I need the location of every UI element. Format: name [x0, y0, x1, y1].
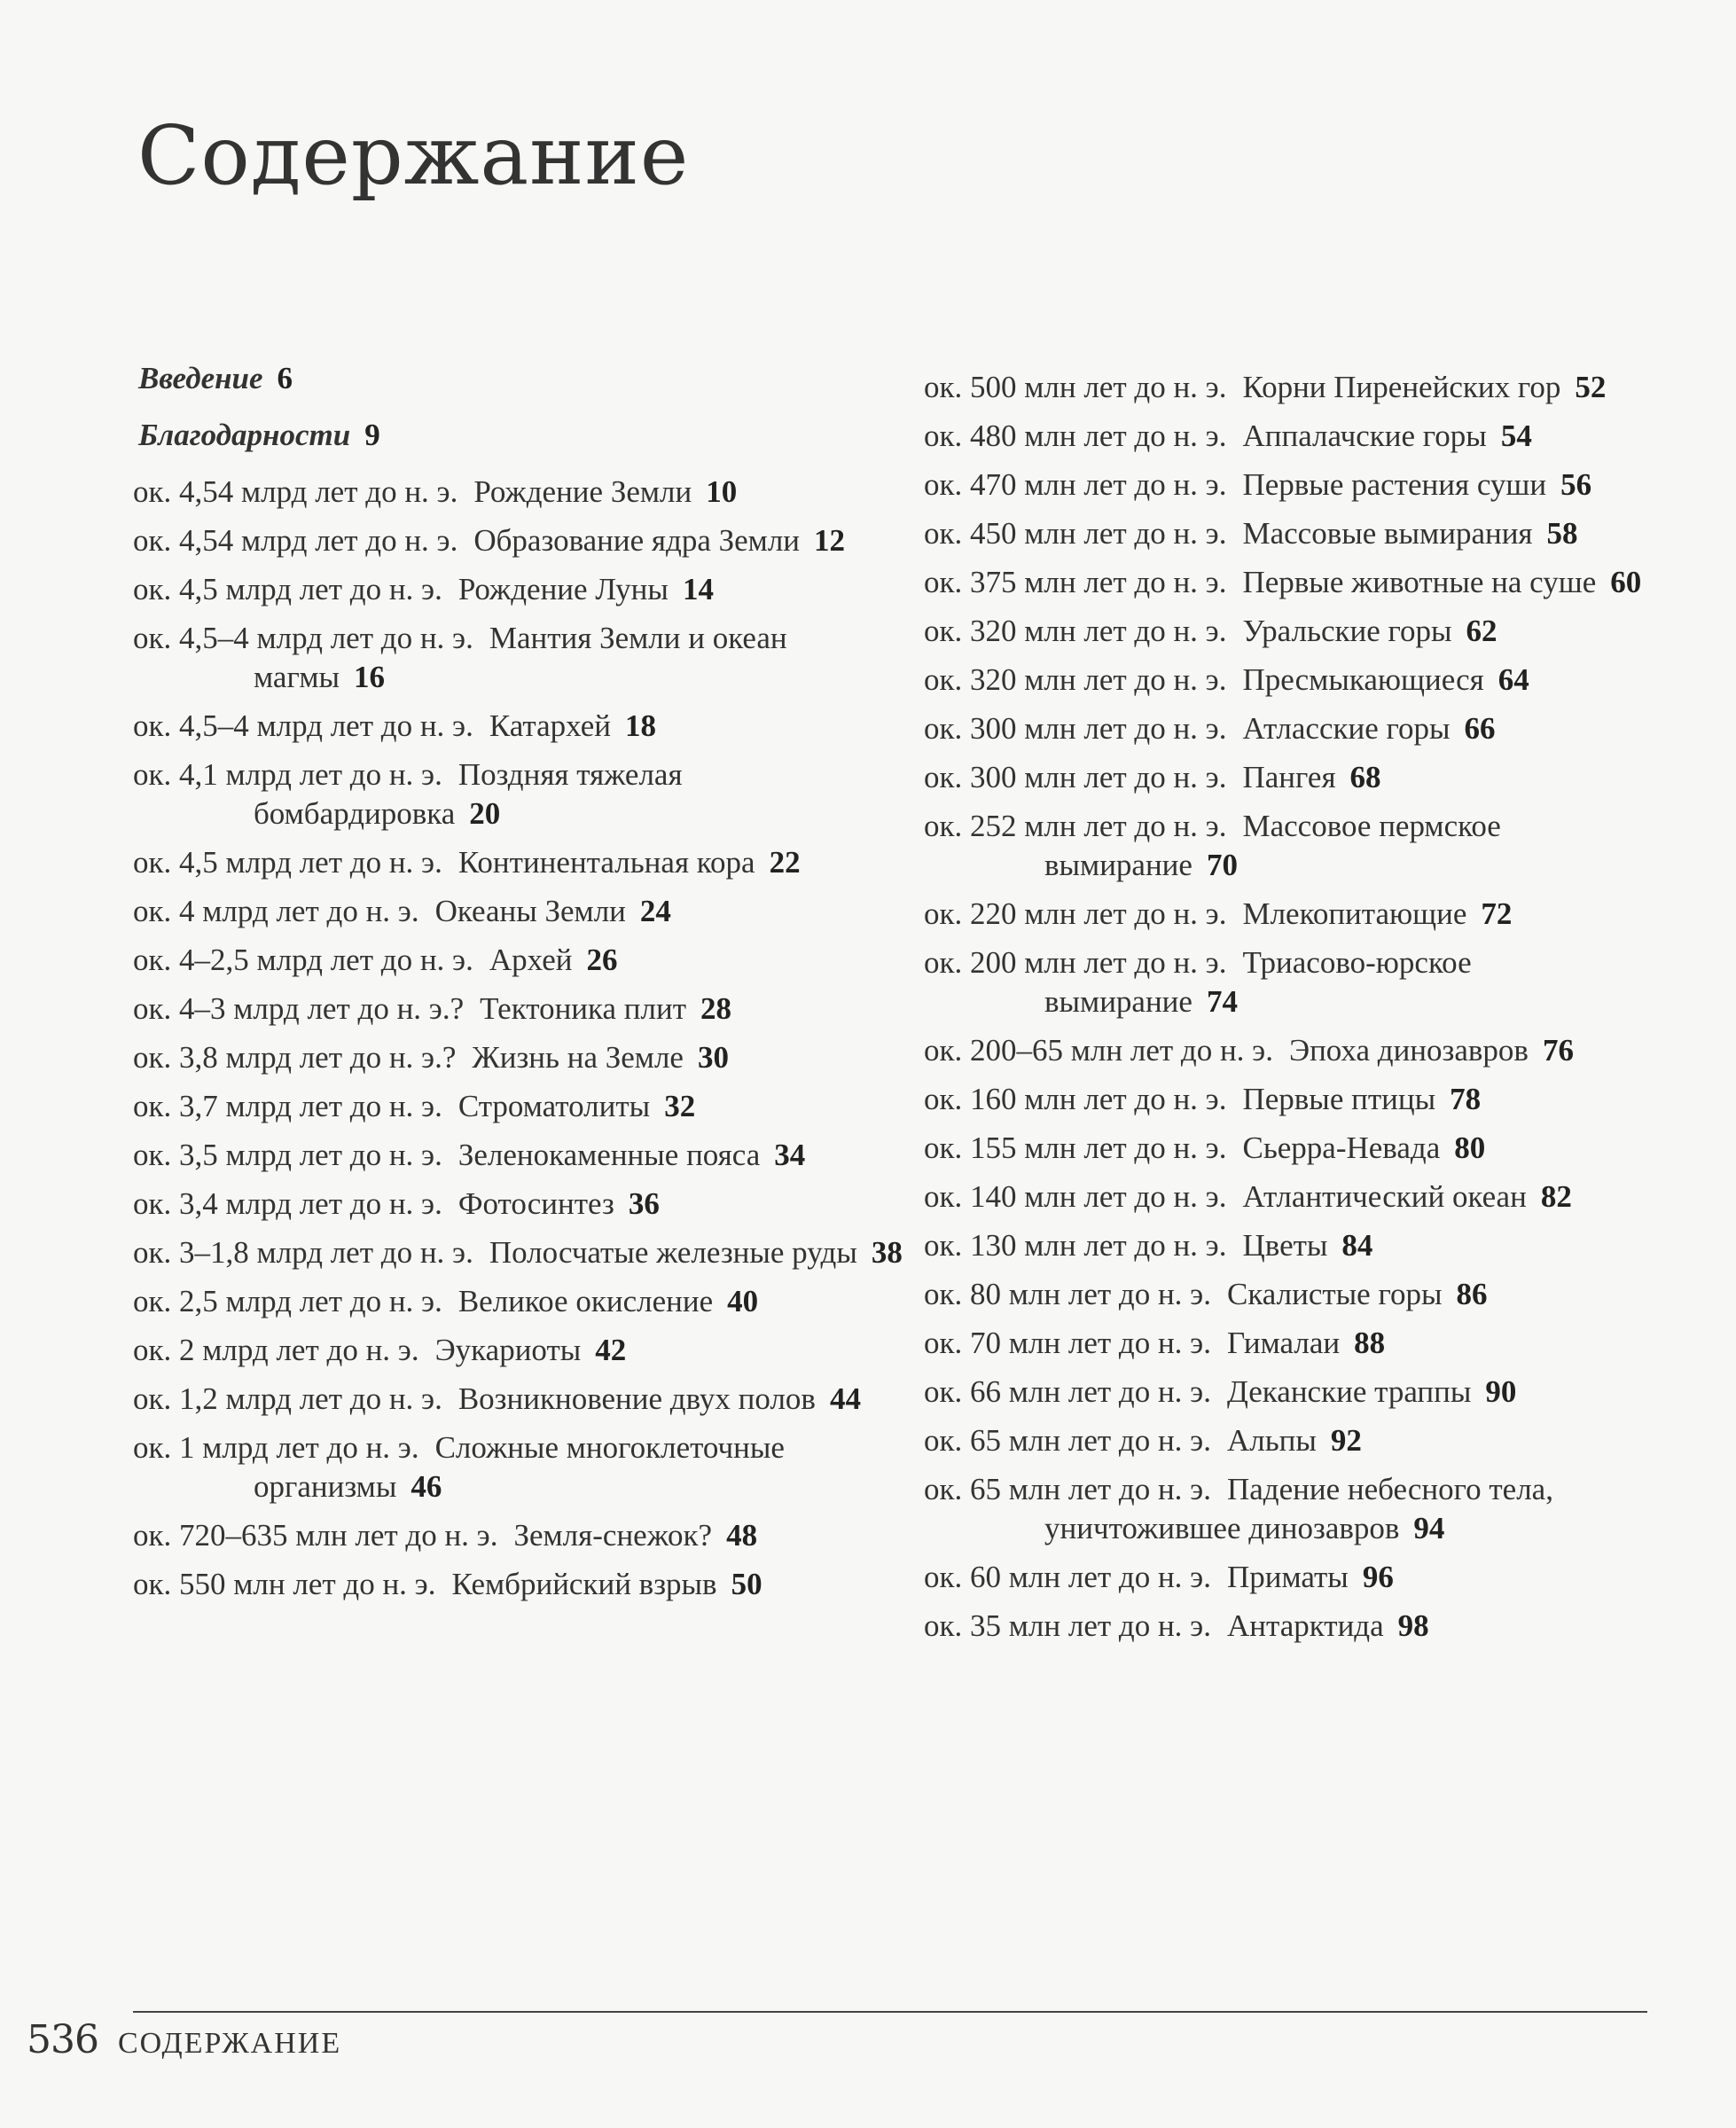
toc-page-number: 32 [664, 1089, 696, 1123]
toc-page-number: 76 [1542, 1033, 1574, 1068]
toc-page-number: 14 [682, 572, 714, 606]
toc-entry-date: ок. 3,7 млрд лет до н. э. [133, 1089, 442, 1123]
toc-entry-title: Цветы [1242, 1228, 1328, 1263]
toc-page-number: 72 [1481, 896, 1513, 931]
toc-entry-title: Жизнь на Земле [472, 1040, 684, 1075]
toc-page-number: 84 [1341, 1228, 1373, 1263]
toc-entry-date: ок. 300 млн лет до н. э. [924, 760, 1227, 794]
toc-page-number: 24 [639, 894, 671, 928]
toc-entry-title: Поздняя тяжелая бомбардировка [254, 757, 683, 831]
toc-intro-label: Благодарности [138, 418, 351, 452]
toc-page-number: 50 [731, 1567, 762, 1601]
toc-page-number: 78 [1450, 1082, 1482, 1116]
toc-entry[interactable] [924, 1177, 1669, 1217]
toc-entry-date: ок. 130 млн лет до н. э. [924, 1228, 1227, 1263]
toc-entry-title: Строматолиты [457, 1089, 651, 1123]
toc-entry-date: ок. 220 млн лет до н. э. [924, 896, 1227, 931]
toc-entry[interactable] [133, 1185, 904, 1224]
toc-entry-date: ок. 320 млн лет до н. э. [924, 614, 1227, 648]
toc-entry[interactable] [133, 1516, 904, 1555]
toc-page-number: 42 [595, 1333, 627, 1367]
toc-entry-title: Континентальная кора [457, 845, 755, 880]
toc-page-number: 54 [1500, 419, 1532, 453]
toc-page-number: 12 [814, 523, 846, 558]
toc-entry-title: Катархей [489, 708, 611, 743]
toc-page-number: 56 [1560, 467, 1592, 502]
toc-entry[interactable] [133, 1331, 904, 1370]
toc-entry-title: Возникновение двух полов [457, 1381, 816, 1416]
toc-page-number: 98 [1397, 1608, 1429, 1643]
toc-entry[interactable] [924, 1080, 1669, 1119]
toc-entry-title: Массовые вымирания [1242, 516, 1533, 551]
toc-entry-title: Массовое пермское вымирание [1044, 809, 1501, 882]
toc-entry[interactable] [924, 514, 1669, 553]
toc-entry-date: ок. 4–2,5 млрд лет до н. э. [133, 943, 473, 977]
toc-entry-date: ок. 4 млрд лет до н. э. [133, 894, 419, 928]
toc-page-number: 30 [697, 1040, 729, 1075]
toc-entry[interactable] [924, 563, 1669, 602]
toc-entry[interactable] [924, 1607, 1669, 1646]
toc-entry-title: Сьерра-Невада [1242, 1130, 1441, 1165]
toc-entry-title: Пангея [1242, 760, 1336, 794]
toc-entry-date: ок. 65 млн лет до н. э. [924, 1472, 1211, 1506]
toc-page-number: 70 [1206, 848, 1238, 882]
toc-entry-title: Уральские горы [1242, 614, 1452, 648]
toc-entry[interactable] [133, 521, 904, 560]
toc-page-number: 80 [1454, 1130, 1486, 1165]
toc-entry[interactable] [133, 1565, 904, 1604]
toc-page-number: 44 [829, 1381, 861, 1416]
toc-entry-date: ок. 3,8 млрд лет до н. э.? [133, 1040, 457, 1075]
toc-entry-title: Образование ядра Земли [473, 523, 801, 558]
toc-intro-label: Введение [138, 361, 263, 395]
toc-entry[interactable] [133, 707, 904, 746]
toc-page-number: 46 [411, 1469, 442, 1504]
toc-entry-date: ок. 2 млрд лет до н. э. [133, 1333, 419, 1367]
toc-page-number: 94 [1413, 1511, 1445, 1545]
toc-entry[interactable] [133, 843, 904, 882]
toc-entry-date: ок. 4,54 млрд лет до н. э. [133, 474, 458, 509]
toc-page-number: 28 [700, 991, 732, 1026]
toc-entry-date: ок. 80 млн лет до н. э. [924, 1277, 1211, 1311]
toc-page-number: 66 [1464, 711, 1496, 746]
toc-entry-date: ок. 3–1,8 млрд лет до н. э. [133, 1235, 473, 1270]
toc-entry-title: Первые растения суши [1242, 467, 1547, 502]
toc-entry[interactable] [133, 570, 904, 609]
toc-entry-date: ок. 252 млн лет до н. э. [924, 809, 1227, 843]
toc-entry-date: ок. 450 млн лет до н. э. [924, 516, 1227, 551]
toc-entry-date: ок. 60 млн лет до н. э. [924, 1560, 1211, 1594]
page-title: Содержание [137, 107, 690, 203]
toc-entry-title: Океаны Земли [434, 894, 626, 928]
toc-entry-title: Триасово-юрское вымирание [1044, 945, 1472, 1019]
toc-page-number: 64 [1497, 662, 1529, 697]
toc-entry-date: ок. 480 млн лет до н. э. [924, 419, 1227, 453]
toc-page-number: 36 [628, 1186, 660, 1221]
toc-entry-title: Кембрийский взрыв [451, 1567, 717, 1601]
toc-left-column [133, 359, 904, 1614]
toc-intro-entry[interactable] [133, 359, 904, 398]
toc-entry-date: ок. 140 млн лет до н. э. [924, 1179, 1227, 1214]
toc-page-number: 22 [769, 845, 801, 880]
toc-page-number: 90 [1485, 1374, 1517, 1409]
toc-page-number: 26 [586, 943, 618, 977]
toc-entry-date: ок. 65 млн лет до н. э. [924, 1423, 1211, 1458]
toc-page-number: 34 [774, 1138, 806, 1172]
toc-entry-date: ок. 300 млн лет до н. э. [924, 711, 1227, 746]
toc-page-number: 62 [1466, 614, 1497, 648]
toc-entry-title: Архей [489, 943, 573, 977]
toc-page-number: 18 [625, 708, 656, 743]
toc-entry-title: Падение небесного тела, уничтожившее динозавров [1044, 1472, 1553, 1545]
toc-entry-title: Рождение Земли [473, 474, 692, 509]
toc-entry[interactable] [924, 895, 1669, 934]
toc-entry-title: Антарктида [1226, 1608, 1384, 1643]
toc-entry-date: ок. 470 млн лет до н. э. [924, 467, 1227, 502]
toc-entry-date: ок. 500 млн лет до н. э. [924, 370, 1227, 404]
toc-entry-date: ок. 4,5–4 млрд лет до н. э. [133, 708, 473, 743]
toc-entry-date: ок. 4,1 млрд лет до н. э. [133, 757, 442, 792]
toc-entry-title: Приматы [1226, 1560, 1349, 1594]
toc-entry[interactable] [924, 807, 1669, 885]
toc-page-number: 86 [1456, 1277, 1488, 1311]
toc-entry[interactable] [924, 1226, 1669, 1265]
toc-entry-date: ок. 720–635 млн лет до н. э. [133, 1518, 498, 1553]
toc-entry-date: ок. 4–3 млрд лет до н. э.? [133, 991, 465, 1026]
toc-entry-title: Аппалачские горы [1242, 419, 1487, 453]
toc-page-number: 82 [1540, 1179, 1572, 1214]
toc-entry[interactable] [924, 1373, 1669, 1412]
toc-entry-title: Земля-снежок? [513, 1518, 713, 1553]
toc-entry-date: ок. 160 млн лет до н. э. [924, 1082, 1227, 1116]
toc-page-number: 96 [1362, 1560, 1394, 1594]
toc-entry-title: Сложные многоклеточные организмы [254, 1430, 785, 1504]
toc-page-number: 9 [364, 418, 380, 452]
toc-entry[interactable] [924, 661, 1669, 700]
toc-entry-date: ок. 200–65 млн лет до н. э. [924, 1033, 1273, 1068]
toc-entry[interactable] [133, 619, 904, 697]
toc-entry-date: ок. 155 млн лет до н. э. [924, 1130, 1227, 1165]
toc-entry-title: Фотосинтез [457, 1186, 614, 1221]
toc-entry-date: ок. 320 млн лет до н. э. [924, 662, 1227, 697]
toc-entry-date: ок. 4,5 млрд лет до н. э. [133, 572, 442, 606]
toc-entry-title: Альпы [1226, 1423, 1317, 1458]
toc-entry-title: Зеленокаменные пояса [457, 1138, 761, 1172]
toc-entry-date: ок. 4,5–4 млрд лет до н. э. [133, 621, 473, 655]
toc-entry-title: Деканские траппы [1226, 1374, 1472, 1409]
toc-page-number: 58 [1546, 516, 1578, 551]
toc-entry-date: ок. 550 млн лет до н. э. [133, 1567, 436, 1601]
toc-page-number: 52 [1575, 370, 1607, 404]
toc-entry[interactable] [924, 466, 1669, 505]
toc-entry-date: ок. 4,54 млрд лет до н. э. [133, 523, 458, 558]
toc-entry[interactable] [133, 1282, 904, 1321]
page-number: 536 [27, 2017, 98, 2062]
toc-entry-title: Первые птицы [1242, 1082, 1436, 1116]
toc-page-number: 74 [1206, 984, 1238, 1019]
toc-entry[interactable] [133, 1233, 904, 1272]
toc-entry[interactable] [924, 368, 1669, 407]
toc-entry-date: ок. 3,4 млрд лет до н. э. [133, 1186, 442, 1221]
toc-page-number: 48 [726, 1518, 758, 1553]
toc-entry[interactable] [133, 755, 904, 833]
toc-entry[interactable] [924, 758, 1669, 797]
toc-entry[interactable] [924, 709, 1669, 748]
toc-entry-title: Пресмыкающиеся [1242, 662, 1484, 697]
toc-page-number: 10 [706, 474, 738, 509]
toc-entry-title: Корни Пиренейских гор [1242, 370, 1561, 404]
toc-entry[interactable] [924, 417, 1669, 456]
toc-entry[interactable] [924, 943, 1669, 1021]
toc-entry[interactable] [924, 1470, 1669, 1548]
toc-entry[interactable] [924, 1129, 1669, 1168]
toc-entry[interactable] [924, 1558, 1669, 1597]
toc-entry-date: ок. 375 млн лет до н. э. [924, 565, 1227, 599]
toc-entry[interactable] [133, 1136, 904, 1175]
toc-page-number: 16 [354, 660, 386, 694]
toc-entry[interactable] [924, 1275, 1669, 1314]
toc-entry[interactable] [924, 1421, 1669, 1460]
toc-entry-title: Млекопитающие [1242, 896, 1467, 931]
toc-entry[interactable] [133, 990, 904, 1029]
toc-page-number: 20 [469, 796, 501, 831]
toc-entry-title: Тектоника плит [480, 991, 687, 1026]
toc-entry[interactable] [133, 1380, 904, 1419]
toc-entry-title: Первые животные на суше [1242, 565, 1597, 599]
toc-entry-date: ок. 35 млн лет до н. э. [924, 1608, 1211, 1643]
toc-entry[interactable] [924, 1031, 1669, 1070]
toc-entry-title: Атласские горы [1242, 711, 1451, 746]
toc-entry[interactable] [133, 892, 904, 931]
toc-page-number: 40 [727, 1284, 759, 1318]
toc-entry[interactable] [133, 1428, 904, 1506]
running-head: СОДЕРЖАНИЕ [117, 2027, 342, 2060]
toc-page-number: 38 [871, 1235, 903, 1270]
toc-page-number: 68 [1349, 760, 1381, 794]
toc-right-column [924, 368, 1669, 1655]
toc-entry-date: ок. 4,5 млрд лет до н. э. [133, 845, 442, 880]
toc-page-number: 60 [1610, 565, 1642, 599]
toc-entry[interactable] [133, 473, 904, 512]
toc-entry[interactable] [133, 1038, 904, 1077]
toc-intro-entry[interactable] [133, 416, 904, 455]
toc-entry-date: ок. 66 млн лет до н. э. [924, 1374, 1211, 1409]
toc-entry-date: ок. 1 млрд лет до н. э. [133, 1430, 419, 1465]
toc-entry-title: Эукариоты [434, 1333, 582, 1367]
toc-entry-date: ок. 70 млн лет до н. э. [924, 1326, 1211, 1360]
toc-entry-title: Эпоха динозавров [1288, 1033, 1529, 1068]
footer-rule [133, 2011, 1647, 2013]
toc-entry-date: ок. 1,2 млрд лет до н. э. [133, 1381, 442, 1416]
toc-entry-title: Гималаи [1226, 1326, 1341, 1360]
toc-page-number: 88 [1354, 1326, 1386, 1360]
toc-entry[interactable] [133, 1087, 904, 1126]
toc-entry-date: ок. 2,5 млрд лет до н. э. [133, 1284, 442, 1318]
toc-entry-title: Рождение Луны [457, 572, 669, 606]
toc-entry-title: Великое окисление [457, 1284, 714, 1318]
toc-entry-title: Полосчатые железные руды [489, 1235, 857, 1270]
toc-entry[interactable] [924, 1324, 1669, 1363]
toc-entry-title: Скалистые горы [1226, 1277, 1443, 1311]
toc-entry-date: ок. 200 млн лет до н. э. [924, 945, 1227, 980]
toc-entry[interactable] [133, 941, 904, 980]
toc-entry-title: Мантия Земли и океан магмы [254, 621, 787, 694]
page-footer [27, 2017, 341, 2062]
toc-entry-date: ок. 3,5 млрд лет до н. э. [133, 1138, 442, 1172]
toc-page-number: 92 [1330, 1423, 1362, 1458]
toc-page-number: 6 [277, 361, 293, 395]
toc-entry-title: Атлантический океан [1242, 1179, 1527, 1214]
toc-entry[interactable] [924, 612, 1669, 651]
